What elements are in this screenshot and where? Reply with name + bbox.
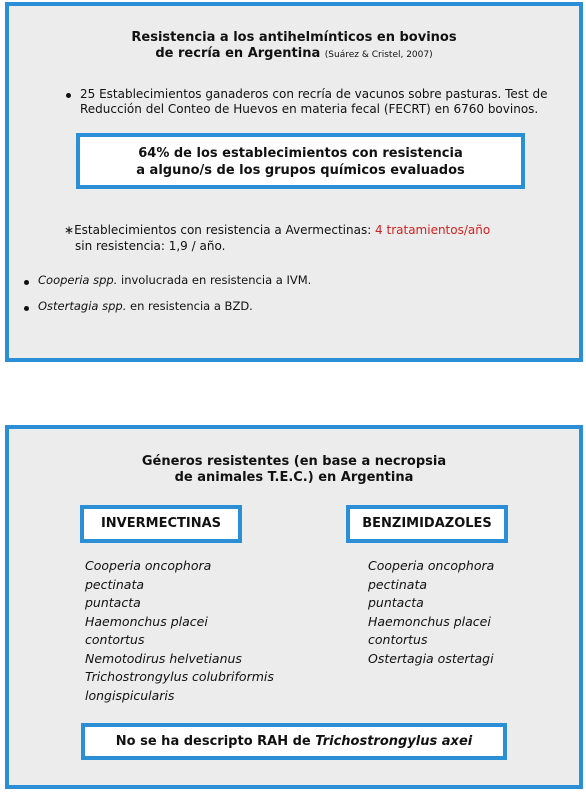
asterisk-icon: ∗ — [64, 223, 75, 237]
citation: (Suárez & Cristel, 2007) — [324, 50, 433, 60]
panel2-title-line2: de animales T.E.C.) en Argentina — [174, 470, 414, 485]
list-item: contortus — [368, 632, 428, 647]
list-item: Nemotodirus helvetianus — [85, 650, 242, 666]
ostertagia-note — [38, 299, 253, 314]
study-line2: Reducción del Conteo de Huevos en materia fecal (FECRT) en 6760 bovinos. — [80, 102, 539, 116]
ostertagia-rest: en resistencia a BZD. — [126, 299, 253, 313]
cooperia-rest: involucrada en resistencia a IVM. — [117, 273, 312, 287]
footer-prefix: No se ha descripto RAH de — [115, 734, 316, 749]
highlight-box — [76, 133, 525, 189]
cooperia-note — [38, 273, 311, 288]
list-item: puntacta — [85, 595, 141, 610]
study-line1: 25 Establecimientos ganaderos con recría de vacunos sobre pasturas. Test de — [80, 87, 548, 101]
panel2-title-line1: Géneros resistentes (en base a necropsia — [141, 454, 447, 469]
list-item: longispicularis — [85, 687, 175, 703]
list-item: Cooperia oncophora — [368, 558, 495, 573]
list-item: Trichostrongylus colubriformis — [85, 669, 274, 684]
highlight-line1: 64% de los establecimientos con resistencia — [138, 146, 463, 161]
benzimidazole-header-label: BENZIMIDAZOLES — [362, 516, 492, 531]
list-item: Haemonchus placei — [368, 613, 491, 629]
resistance-panel — [5, 2, 583, 362]
footer-species: Trichostrongylus axei — [315, 734, 473, 749]
panel1-title-line2: de recría en Argentina — [155, 46, 321, 61]
list-item: Ostertagia ostertagi — [368, 650, 494, 666]
benzimidazole-species-list — [368, 557, 494, 668]
panel1-title — [9, 30, 579, 63]
list-item: contortus — [85, 632, 145, 647]
bullet-dot — [66, 93, 71, 98]
panel2-title — [9, 454, 579, 486]
cooperia-genus: Cooperia spp. — [38, 273, 118, 287]
ostertagia-genus: Ostertagia spp. — [38, 299, 127, 313]
footer-note-box — [81, 723, 507, 760]
avermectin-prefix: Establecimientos con resistencia a Avermectinas: — [74, 223, 376, 237]
avermectin-line2: sin resistencia: 1,9 / año. — [75, 239, 226, 253]
ivermectin-header — [80, 505, 242, 543]
list-item: pectinata — [85, 576, 145, 592]
ivermectin-species-list — [85, 557, 274, 705]
avermectin-note — [64, 222, 490, 254]
highlight-line2: a alguno/s de los grupos químicos evaluados — [136, 163, 465, 178]
genera-panel — [5, 425, 583, 789]
study-description — [80, 87, 548, 117]
list-item: Haemonchus placei — [85, 613, 208, 629]
ivermectin-header-label: INVERMECTINAS — [100, 516, 222, 531]
panel1-title-line1: Resistencia a los antihelmínticos en bovinos — [131, 30, 457, 45]
list-item: puntacta — [368, 595, 424, 610]
list-item: pectinata — [368, 576, 428, 592]
avermectin-value: 4 tratamientos/año — [375, 223, 491, 237]
list-item: Cooperia oncophora — [85, 558, 212, 573]
bullet-dot — [24, 280, 29, 285]
bullet-dot — [24, 306, 29, 311]
benzimidazole-header — [346, 505, 508, 543]
